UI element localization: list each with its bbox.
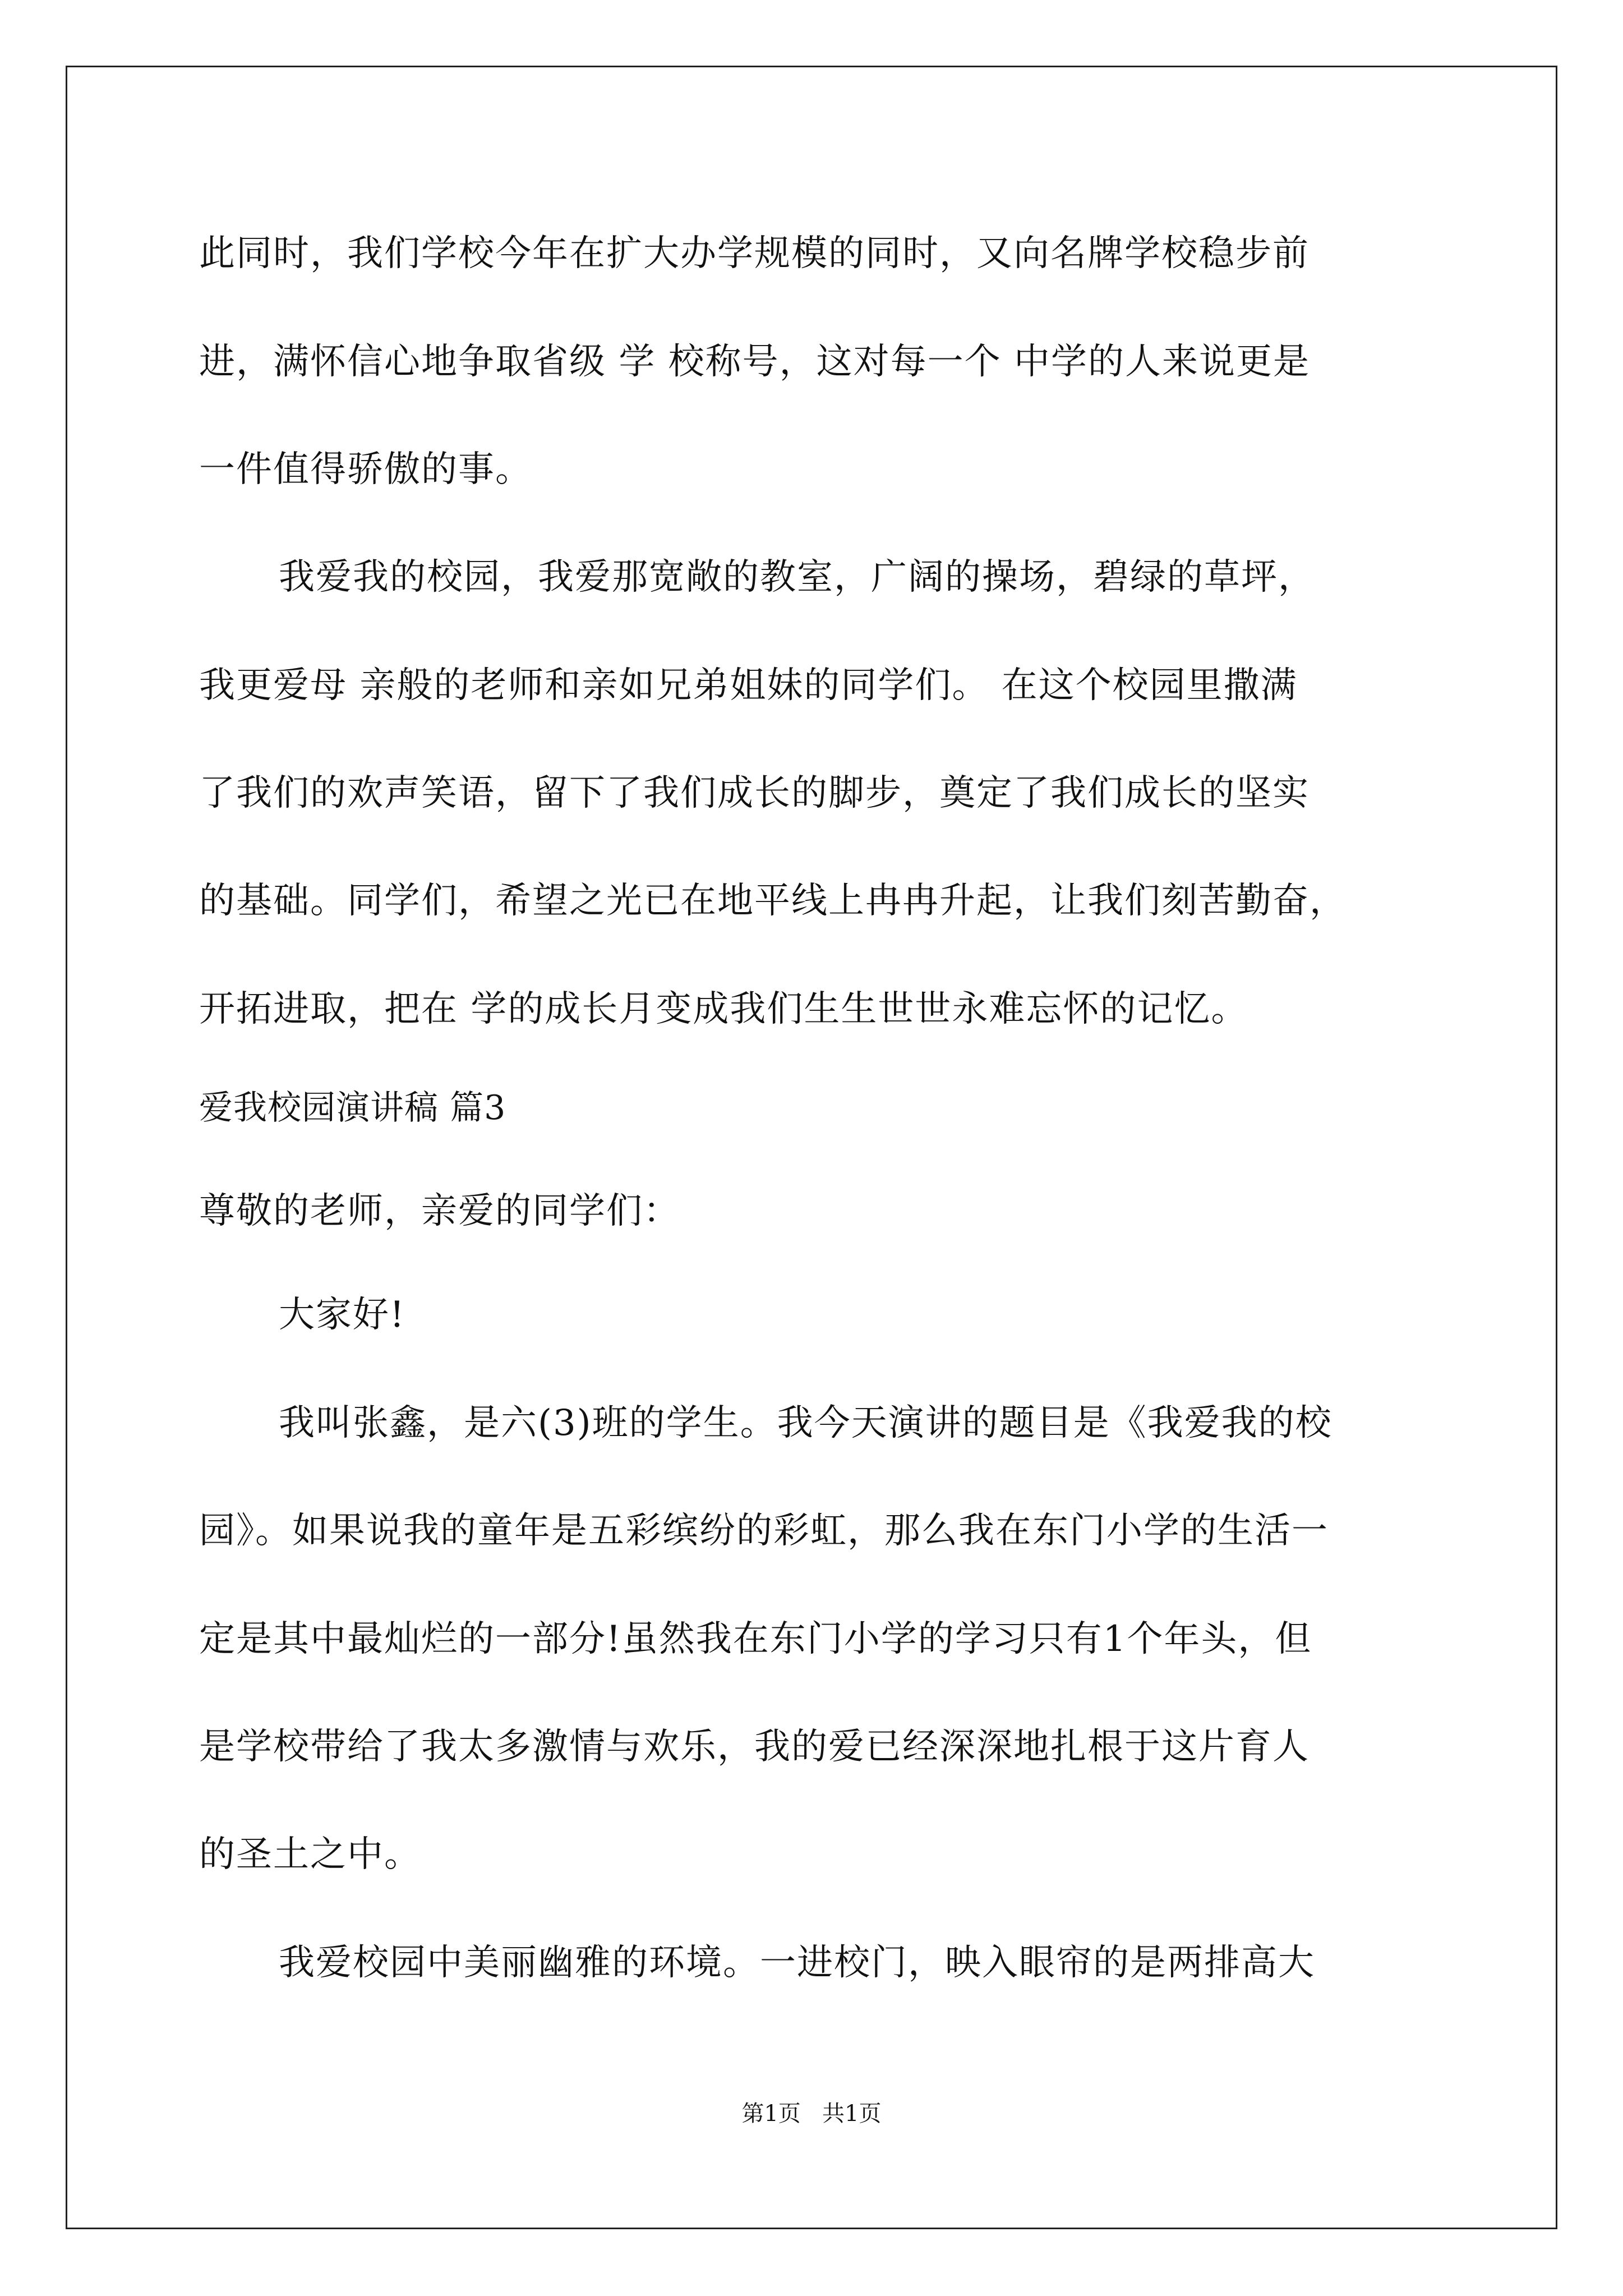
body-text-line: 开拓进取，把在 学的成长月变成我们生生世世永难忘怀的记忆。 — [199, 988, 1248, 1030]
salutation-line: 尊敬的老师，亲爱的同学们： — [199, 1190, 680, 1232]
paragraph-start-line: 我爱校园中美丽幽雅的环境。一进校门，映入眼帘的是两排高大 — [279, 1942, 1315, 1984]
body-text-line: 进，满怀信心地争取省级 学 校称号，这对每一个 中学的人来说更是 — [199, 341, 1311, 383]
body-text-line: 园》。如果说我的童年是五彩缤纷的彩虹，那么我在东门小学的生活一 — [199, 1510, 1329, 1552]
body-text-line: 的基础。同学们，希望之光已在地平线上冉冉升起，让我们刻苦勤奋， — [199, 880, 1347, 922]
greeting-line: 大家好! — [279, 1294, 405, 1336]
body-text-line: 定是其中最灿烂的一部分!虽然我在东门小学的学习只有1个年头，但 — [199, 1618, 1312, 1660]
paragraph-start-line: 我爱我的校园，我爱那宽敞的教室，广阔的操场，碧绿的草坪， — [279, 556, 1315, 598]
body-text-line: 我更爱母 亲般的老师和亲如兄弟姐妹的同学们。 在这个校园里撒满 — [199, 665, 1298, 706]
body-text-line: 的圣土之中。 — [199, 1834, 421, 1875]
section-heading: 爱我校园演讲稿 篇3 — [199, 1088, 506, 1128]
paragraph-start-line: 我叫张鑫，是六(3)班的学生。我今天演讲的题目是《我爱我的校 — [279, 1402, 1332, 1444]
body-text-line: 此同时，我们学校今年在扩大办学规模的同时，又向名牌学校稳步前 — [199, 233, 1310, 274]
page-footer: 第1页 共1页 — [741, 2101, 882, 2127]
page-border — [66, 66, 1557, 2229]
body-text-line: 是学校带给了我太多激情与欢乐，我的爱已经深深地扎根于这片育人 — [199, 1726, 1310, 1768]
body-text-line: 一件值得骄傲的事。 — [199, 449, 532, 490]
body-text-line: 了我们的欢声笑语，留下了我们成长的脚步，奠定了我们成长的坚实 — [199, 772, 1310, 814]
